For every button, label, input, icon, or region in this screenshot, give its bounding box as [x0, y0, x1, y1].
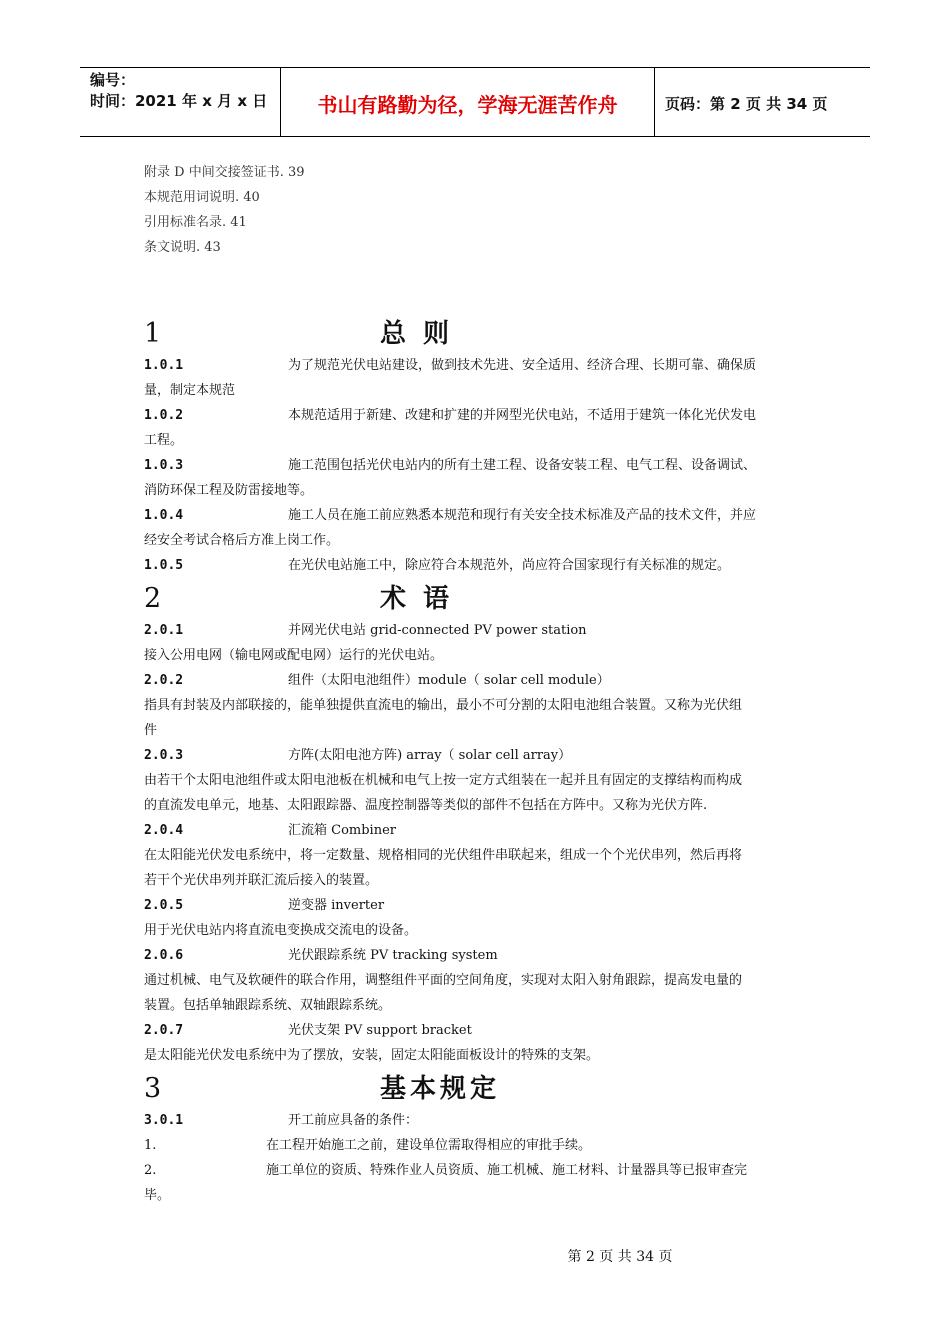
clause — [144, 668, 810, 693]
header-meta — [80, 68, 281, 136]
page-footer — [0, 1246, 950, 1266]
section-heading — [144, 313, 810, 353]
clause — [144, 553, 810, 578]
toc-entry: 附录 D 中间交接签证书. 39 — [144, 165, 305, 180]
list-item-continuation: 毕。 — [144, 1188, 171, 1203]
clause-number: 1.0.1 — [144, 358, 184, 373]
clause-text: 施工范围包括光伏电站内的所有土建工程、设备安装工程、电气工程、设备调试、 — [288, 458, 757, 473]
section-number: 3 — [144, 1073, 162, 1104]
clause-number: 2.0.7 — [144, 1023, 184, 1038]
clause-number: 3.0.1 — [144, 1113, 184, 1128]
clause-text: 开工前应具备的条件： — [288, 1113, 419, 1128]
document-number-label: 编号： — [90, 71, 136, 89]
toc-entry: 条文说明. 43 — [144, 240, 221, 255]
clause-number: 1.0.4 — [144, 508, 184, 523]
clause-continuation: 接入公用电网（输电网或配电网）运行的光伏电站。 — [144, 648, 444, 663]
clause-text: 汇流箱 Combiner — [288, 823, 396, 838]
clause-continuation: 工程。 — [144, 433, 184, 448]
clause — [144, 618, 810, 643]
clause-text: 光伏支架 PV support bracket — [288, 1023, 472, 1038]
section-number: 1 — [144, 318, 162, 349]
clause — [144, 743, 810, 768]
clause-text: 并网光伏电站 grid-connected PV power station — [288, 623, 587, 638]
clause — [144, 1108, 810, 1133]
clause-text: 本规范适用于新建、改建和扩建的并网型光伏电站，不适用于建筑一体化光伏发电 — [288, 408, 757, 423]
header-page-info: 页码：第 2 页 共 34 页 — [665, 94, 828, 113]
clause-text: 为了规范光伏电站建设，做到技术先进、安全适用、经济合理、长期可靠、确保质 — [288, 358, 757, 373]
clause-continuation: 件 — [144, 723, 158, 738]
document-body — [144, 160, 810, 1208]
clause-number: 2.0.6 — [144, 948, 184, 963]
clause — [144, 943, 810, 968]
clause-number: 2.0.2 — [144, 673, 184, 688]
clause-number: 2.0.4 — [144, 823, 184, 838]
header-motto: 书山有路勤为径，学海无涯苦作舟 — [281, 68, 655, 136]
clause-text: 在光伏电站施工中，除应符合本规范外，尚应符合国家现行有关标准的规定。 — [288, 558, 731, 573]
footer-page-number: 第 2 页 共 34 页 — [567, 1249, 673, 1265]
clause-text: 组件（太阳电池组件）module（ solar cell module） — [288, 673, 610, 688]
clause — [144, 503, 810, 528]
list-item — [144, 1133, 810, 1158]
section-heading — [144, 1068, 810, 1108]
list-item-text: 施工单位的资质、特殊作业人员资质、施工机械、施工材料、计量器具等已报审查完 — [266, 1163, 748, 1178]
clause-continuation: 用于光伏电站内将直流电变换成交流电的设备。 — [144, 923, 418, 938]
list-item-number: 1. — [144, 1138, 157, 1153]
clause — [144, 403, 810, 428]
clause-continuation: 由若干个太阳电池组件或太阳电池板在机械和电气上按一定方式组装在一起并且有固定的支撑结构而构成 — [144, 773, 743, 788]
clause-continuation: 经安全考试合格后方准上岗工作。 — [144, 533, 340, 548]
clause-text: 施工人员在施工前应熟悉本规范和现行有关安全技术标准及产品的技术文件，并应 — [288, 508, 757, 523]
clause-continuation: 在太阳能光伏发电系统中，将一定数量、规格相同的光伏组件串联起来，组成一个个光伏串列，然后再将 — [144, 848, 743, 863]
clause — [144, 453, 810, 478]
clause-continuation: 若干个光伏串列并联汇流后接入的装置。 — [144, 873, 379, 888]
clause-continuation: 量，制定本规范 — [144, 383, 236, 398]
clause — [144, 893, 810, 918]
clause-continuation: 装置。包括单轴跟踪系统、双轴跟踪系统。 — [144, 998, 392, 1013]
clause-continuation: 是太阳能光伏发电系统中为了摆放，安装，固定太阳能面板设计的特殊的支架。 — [144, 1048, 600, 1063]
clause-continuation: 通过机械、电气及软硬件的联合作用，调整组件平面的空间角度，实现对太阳入射角跟踪，提高发电量的 — [144, 973, 743, 988]
section-title: 术 语 — [380, 584, 454, 614]
section-heading — [144, 578, 810, 618]
clause-continuation: 指具有封装及内部联接的，能单独提供直流电的输出，最小不可分割的太阳电池组合装置。又称为光伏组 — [144, 698, 743, 713]
clause-text: 逆变器 inverter — [288, 898, 385, 913]
clause-continuation: 消防环保工程及防雷接地等。 — [144, 483, 314, 498]
clause — [144, 353, 810, 378]
clause-continuation: 的直流发电单元，地基、太阳跟踪器、温度控制器等类似的部件不包括在方阵中。又称为光伏方阵. — [144, 798, 708, 813]
list-item — [144, 1158, 810, 1183]
section-title: 总 则 — [380, 319, 454, 349]
clause-number: 1.0.5 — [144, 558, 184, 573]
document-date: 时间：2021 年 x 月 x 日 — [90, 92, 268, 110]
list-item-number: 2. — [144, 1163, 157, 1178]
section-title: 基本规定 — [380, 1074, 501, 1104]
clause-number: 2.0.3 — [144, 748, 184, 763]
toc-entry: 引用标准名录. 41 — [144, 215, 247, 230]
page-header — [80, 67, 870, 137]
toc-entry: 本规范用词说明. 40 — [144, 190, 260, 205]
clause-text: 光伏跟踪系统 PV tracking system — [288, 948, 498, 963]
clause-text: 方阵(太阳电池方阵) array（ solar cell array） — [288, 748, 572, 763]
clause — [144, 818, 810, 843]
clause — [144, 1018, 810, 1043]
section-number: 2 — [144, 583, 162, 614]
list-item-text: 在工程开始施工之前，建设单位需取得相应的审批手续。 — [266, 1138, 592, 1153]
clause-number: 1.0.2 — [144, 408, 184, 423]
clause-number: 1.0.3 — [144, 458, 184, 473]
clause-number: 2.0.1 — [144, 623, 184, 638]
clause-number: 2.0.5 — [144, 898, 184, 913]
